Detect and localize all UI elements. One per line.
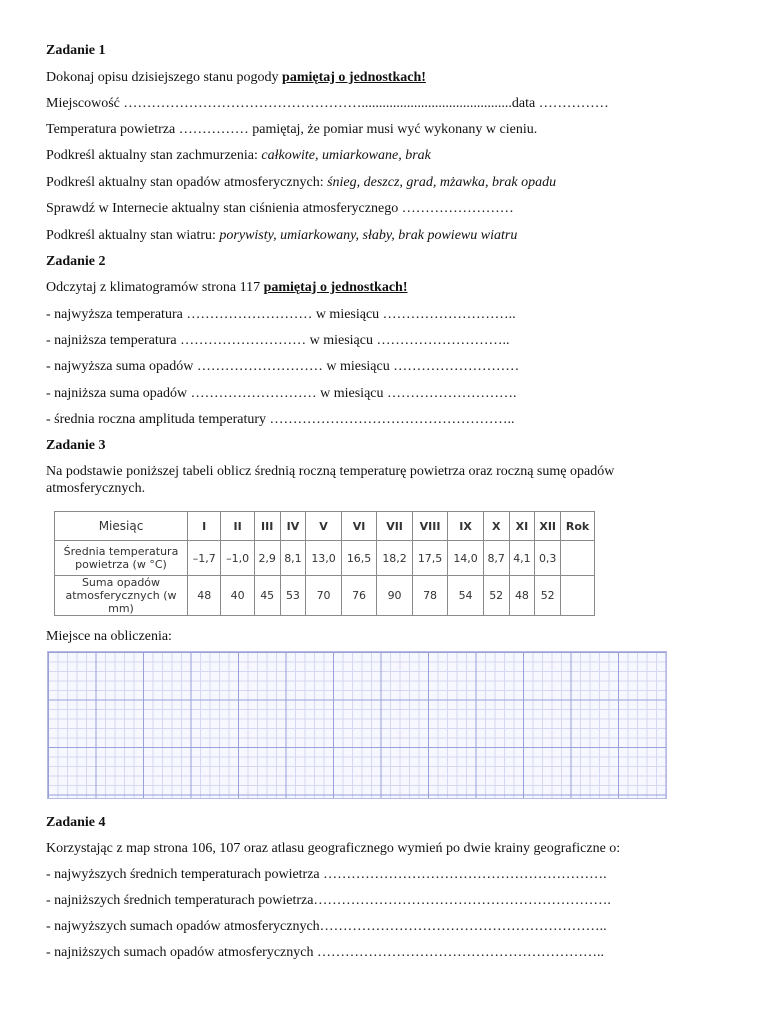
table-header-cell: VII [377, 512, 413, 541]
task2-title: Zadanie 2 [46, 254, 106, 269]
task1-temperature-line: Temperatura powietrza …………… pamiętaj, że pomiar musi wyć wykonany w cieniu. [46, 122, 538, 137]
table-header-cell: VIII [412, 512, 448, 541]
table-row-label [55, 576, 188, 616]
table-cell: 2,9 [254, 541, 280, 576]
table-header-cell: XI [509, 512, 535, 541]
task4-intro: Korzystając z map strona 106, 107 oraz atlasu geograficznego wymień po dwie krainy geograficzne o: [46, 841, 621, 856]
table-cell: 90 [377, 576, 413, 616]
task2-line-amplitude: - średnia roczna amplituda temperatury …………………………………………….. [46, 412, 515, 427]
task1-wind-text: Podkreśl aktualny stan wiatru: [46, 228, 220, 243]
table-cell: 45 [254, 576, 280, 616]
table-header-cell: V [306, 512, 342, 541]
task2-intro-emphasis: pamiętaj o jednostkach! [263, 280, 408, 295]
task1-cloud-text: Podkreśl aktualny stan zachmurzenia: [46, 148, 262, 163]
task2-line-max-precip: - najwyższa suma opadów ……………………… w miesiącu ……………………… [46, 359, 520, 374]
climate-table-wrapper [54, 511, 595, 615]
table-cell: 53 [280, 576, 306, 616]
task4-line-max-precip: - najwyższych sumach opadów atmosferycznych…………………………………………………….. [46, 919, 607, 934]
table-cell: 54 [448, 576, 484, 616]
calc-area-label: Miejsce na obliczenia: [46, 629, 172, 644]
table-cell: –1,7 [188, 541, 221, 576]
table-row-precipitation [55, 576, 595, 616]
table-cell: 52 [535, 576, 561, 616]
task3-title: Zadanie 3 [46, 438, 106, 453]
row-label-line: atmosferycznych (w mm) [65, 589, 177, 615]
table-header-cell: Miesiąc [55, 512, 188, 541]
task4-line-max-temp: - najwyższych średnich temperaturach powietrza ……………………………………………………. [46, 867, 607, 882]
task2-line-min-precip: - najniższa suma opadów ……………………… w miesiącu ………………………. [46, 386, 517, 401]
table-cell: 76 [341, 576, 377, 616]
table-cell: 40 [221, 576, 254, 616]
row-label-line: Średnia temperatura [63, 545, 179, 558]
table-cell: 52 [483, 576, 509, 616]
task1-wind-options: porywisty, umiarkowany, słaby, brak powiewu wiatru [219, 228, 518, 243]
task1-cloud-line [46, 148, 431, 164]
task3-text-line2: atmosferycznych. [46, 481, 146, 496]
task4-line-min-temp: - najniższych średnich temperaturach powietrza………………………………………………………. [46, 893, 611, 908]
graph-paper-calc-area[interactable] [47, 651, 667, 799]
task1-location-date-line: Miejscowość ……………………………………………...........................................data …………… [46, 96, 609, 111]
table-row-label [55, 541, 188, 576]
table-header-cell: III [254, 512, 280, 541]
task3-text-line1: Na podstawie poniższej tabeli oblicz średnią roczną temperaturę powietrza oraz roczną sumę opadów [46, 464, 615, 479]
task1-intro [46, 70, 426, 86]
table-header-cell: IV [280, 512, 306, 541]
table-cell: 0,3 [535, 541, 561, 576]
table-header-cell: Rok [561, 512, 595, 541]
table-header-cell: VI [341, 512, 377, 541]
task1-wind-line [46, 228, 517, 244]
task1-precip-text: Podkreśl aktualny stan opadów atmosferycznych: [46, 175, 328, 190]
task4-line-min-precip: - najniższych sumach opadów atmosferycznych …………………………………………………….. [46, 945, 604, 960]
task1-intro-emphasis: pamiętaj o jednostkach! [282, 70, 426, 85]
row-label-line: Suma opadów [81, 576, 161, 589]
table-header-cell: XII [535, 512, 561, 541]
task2-line-max-temp: - najwyższa temperatura ……………………… w miesiącu ……………………….. [46, 307, 516, 322]
table-cell: 48 [509, 576, 535, 616]
task2-intro-text: Odczytaj z klimatogramów strona 117 [46, 280, 264, 295]
table-header-row [55, 512, 595, 541]
table-header-cell: II [221, 512, 254, 541]
table-cell-year-precip[interactable] [561, 576, 595, 616]
table-cell: 18,2 [377, 541, 413, 576]
task1-title: Zadanie 1 [46, 43, 106, 58]
table-cell: 13,0 [306, 541, 342, 576]
task1-precip-line [46, 175, 556, 191]
task4-title: Zadanie 4 [46, 815, 106, 830]
task1-cloud-options: całkowite, umiarkowane, brak [261, 148, 431, 163]
task2-intro [46, 280, 407, 296]
table-row-temperature [55, 541, 595, 576]
table-cell: 8,7 [483, 541, 509, 576]
table-cell: 14,0 [448, 541, 484, 576]
table-cell: 70 [306, 576, 342, 616]
row-label-line: powietrza (w °C) [75, 558, 167, 571]
table-cell: 8,1 [280, 541, 306, 576]
task2-line-min-temp: - najniższa temperatura ……………………… w miesiącu ……………………….. [46, 333, 510, 348]
table-header-cell: I [188, 512, 221, 541]
table-cell-year-temp[interactable] [561, 541, 595, 576]
table-cell: 4,1 [509, 541, 535, 576]
task1-pressure-line: Sprawdź w Internecie aktualny stan ciśnienia atmosferycznego …………………… [46, 201, 514, 216]
climate-table [54, 511, 595, 616]
table-cell: 48 [188, 576, 221, 616]
task1-intro-text: Dokonaj opisu dzisiejszego stanu pogody [46, 70, 283, 85]
table-cell: 17,5 [412, 541, 448, 576]
table-cell: –1,0 [221, 541, 254, 576]
task1-precip-options: śnieg, deszcz, grad, mżawka, brak opadu [327, 175, 557, 190]
table-header-cell: X [483, 512, 509, 541]
table-cell: 78 [412, 576, 448, 616]
table-cell: 16,5 [341, 541, 377, 576]
table-header-cell: IX [448, 512, 484, 541]
